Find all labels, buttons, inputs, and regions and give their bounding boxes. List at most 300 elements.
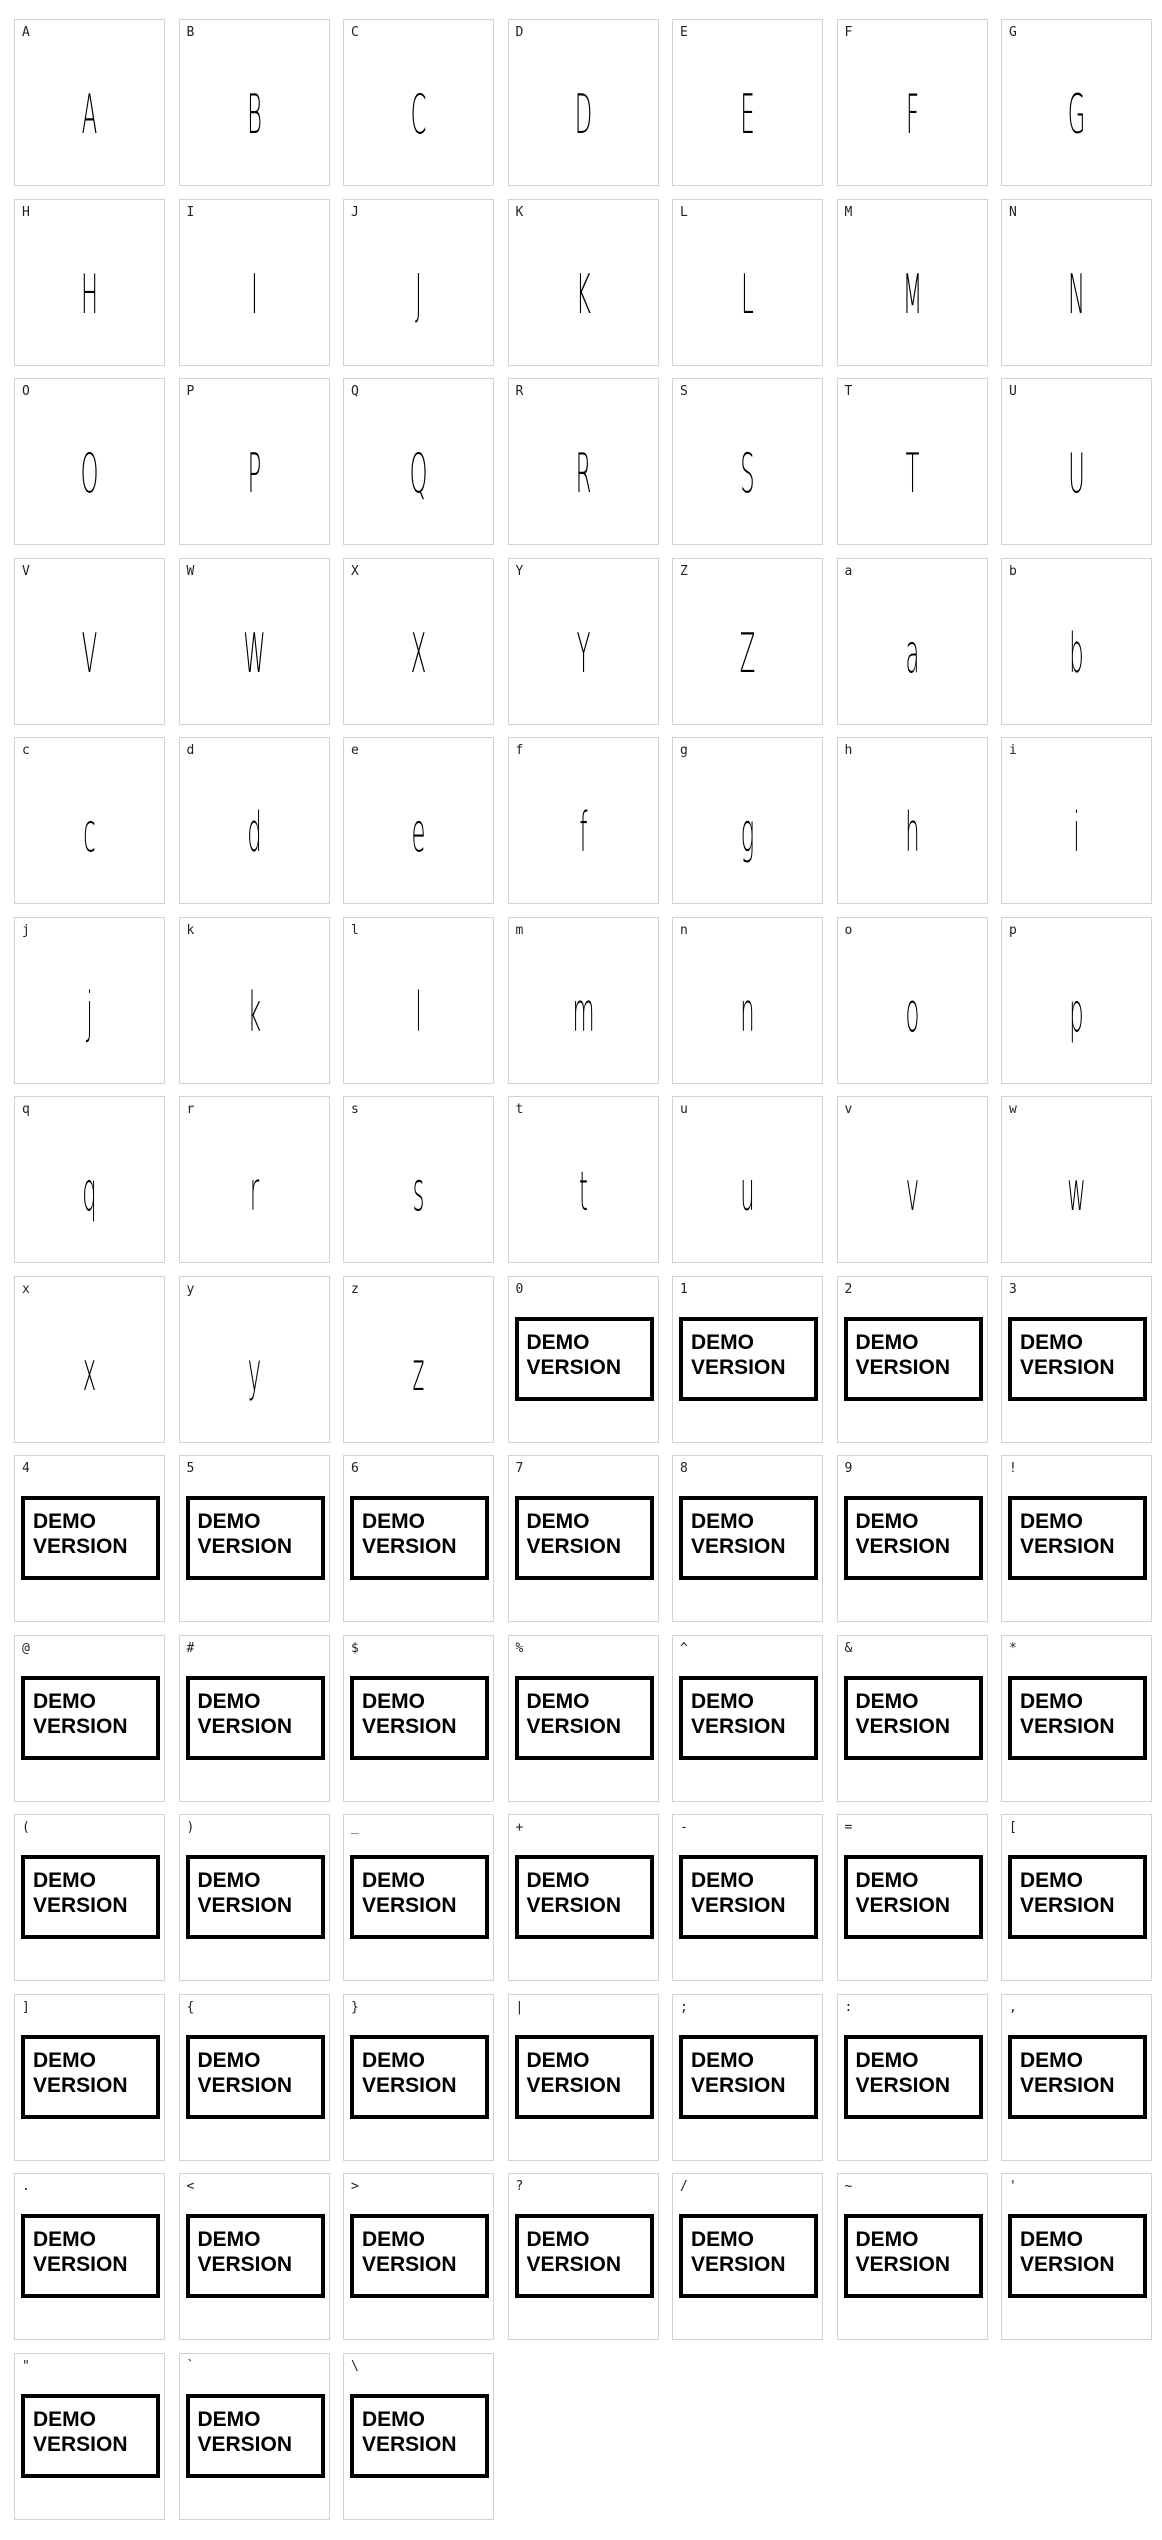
glyph-cell: [343, 1814, 494, 1981]
glyph-cell-label: g: [680, 743, 688, 758]
demo-version-badge: [1008, 1496, 1147, 1580]
glyph-preview: R: [575, 442, 591, 505]
glyph-cell-label: R: [515, 384, 524, 399]
glyph-cell: [343, 1455, 494, 1622]
demo-badge-line2: VERSION: [691, 2253, 786, 2276]
glyph-preview: P: [247, 442, 261, 505]
demo-version-badge: [844, 2214, 983, 2298]
demo-version-badge: [515, 1496, 654, 1580]
glyph-preview: l: [415, 980, 422, 1044]
demo-version-badge: [21, 1676, 160, 1760]
glyph-cell-label: ]: [22, 1999, 30, 2015]
glyph-cell: [508, 2173, 659, 2340]
glyph-cell: [837, 1994, 988, 2161]
glyph-cell: [14, 1994, 165, 2161]
glyph-cell: [672, 1455, 823, 1622]
demo-version-badge: [350, 1855, 489, 1939]
glyph-cell-label: s: [351, 1102, 359, 1117]
glyph-cell-label: y: [186, 1281, 195, 1297]
glyph-cell: [837, 737, 988, 904]
glyph-cell-label: {: [186, 1999, 195, 2015]
glyph-cell: [14, 378, 165, 545]
glyph-cell-label: (: [22, 1820, 30, 1835]
glyph-preview: a: [905, 621, 919, 685]
glyph-cell-label: z: [351, 1281, 359, 1297]
demo-version-badge: [1008, 2214, 1147, 2298]
glyph-grid: [14, 19, 1158, 2520]
glyph-cell: [1001, 1814, 1152, 1981]
glyph-cell-label: v: [844, 1102, 853, 1117]
demo-badge-line2: VERSION: [691, 2073, 786, 2097]
demo-badge-line2: VERSION: [855, 1714, 951, 1738]
glyph-cell: [672, 1276, 823, 1443]
glyph-preview: p: [1069, 980, 1084, 1044]
glyph-cell-label: 1: [680, 1281, 688, 1297]
demo-badge-line2: VERSION: [526, 1535, 622, 1558]
glyph-cell: [672, 1635, 823, 1802]
glyph-cell: [179, 1096, 330, 1263]
glyph-cell: [508, 1994, 659, 2161]
demo-badge-line2: VERSION: [855, 2253, 951, 2276]
glyph-cell: [1001, 19, 1152, 186]
demo-badge-line1: DEMO: [362, 1869, 425, 1892]
glyph-cell-label: ~: [844, 2179, 853, 2194]
glyph-cell: [508, 1814, 659, 1981]
glyph-cell-label: 3: [1009, 1281, 1017, 1297]
demo-badge-line1: DEMO: [197, 1689, 261, 1713]
glyph-cell-label: 5: [186, 1461, 195, 1476]
glyph-cell: [672, 1814, 823, 1981]
glyph-cell: [343, 737, 494, 904]
glyph-preview: L: [741, 262, 754, 326]
demo-badge-line1: DEMO: [33, 2048, 96, 2072]
demo-badge-line1: DEMO: [197, 2407, 261, 2431]
demo-badge-line2: VERSION: [1020, 1355, 1115, 1379]
glyph-cell: [837, 1276, 988, 1443]
demo-badge-line1: DEMO: [1020, 1689, 1083, 1713]
demo-badge-line2: VERSION: [526, 2253, 622, 2276]
glyph-cell-label: ;: [680, 1999, 688, 2015]
demo-badge-line2: VERSION: [855, 1355, 951, 1379]
glyph-cell-label: t: [515, 1102, 524, 1117]
glyph-preview: b: [1069, 621, 1084, 685]
glyph-cell-label: \: [351, 2358, 359, 2374]
glyph-preview: M: [902, 262, 922, 326]
glyph-preview: Z: [739, 621, 756, 685]
demo-version-badge: [1008, 1676, 1147, 1760]
glyph-cell: [179, 378, 330, 545]
glyph-preview: c: [83, 801, 96, 864]
glyph-cell: [837, 917, 988, 1084]
glyph-cell: [179, 737, 330, 904]
demo-badge-line1: DEMO: [197, 1510, 261, 1533]
demo-badge-line2: VERSION: [362, 2073, 457, 2097]
demo-version-badge: [679, 2035, 818, 2119]
glyph-preview: u: [740, 1160, 755, 1223]
glyph-cell-label: k: [186, 922, 195, 938]
glyph-cell: [343, 199, 494, 366]
glyph-cell-label: 8: [680, 1461, 688, 1476]
glyph-cell-label: l: [351, 922, 359, 938]
glyph-cell-label: >: [351, 2179, 359, 2194]
glyph-cell: [837, 1814, 988, 1981]
demo-badge-line1: DEMO: [691, 1689, 754, 1713]
glyph-cell-label: <: [186, 2179, 195, 2194]
demo-badge-line1: DEMO: [526, 1689, 590, 1713]
demo-badge-line2: VERSION: [197, 1894, 293, 1917]
glyph-cell-label: :: [844, 1999, 853, 2015]
glyph-cell: [343, 1276, 494, 1443]
glyph-cell: [14, 199, 165, 366]
glyph-preview: X: [410, 621, 427, 685]
demo-version-badge: [1008, 2035, 1147, 2119]
glyph-cell: [672, 737, 823, 904]
demo-version-badge: [844, 1317, 983, 1401]
glyph-cell-label: 0: [515, 1281, 524, 1297]
demo-badge-line1: DEMO: [33, 2228, 96, 2251]
glyph-cell: [179, 1814, 330, 1981]
glyph-preview: K: [575, 262, 591, 326]
glyph-cell: [1001, 1455, 1152, 1622]
glyph-preview: I: [250, 262, 258, 326]
glyph-cell-label: h: [844, 743, 853, 758]
glyph-preview: g: [740, 801, 755, 864]
glyph-cell-label: ?: [515, 2179, 524, 2194]
glyph-cell: [179, 1994, 330, 2161]
glyph-cell-label: f: [515, 743, 524, 758]
glyph-cell: [672, 199, 823, 366]
glyph-preview: f: [579, 801, 587, 864]
glyph-preview: y: [247, 1339, 261, 1403]
glyph-cell-label: 4: [22, 1461, 30, 1476]
glyph-cell-label: &: [844, 1640, 853, 1656]
glyph-cell-label: r: [186, 1102, 195, 1117]
demo-badge-line1: DEMO: [526, 2048, 590, 2072]
glyph-preview: e: [411, 801, 426, 864]
glyph-cell: [508, 737, 659, 904]
glyph-cell-label: Y: [515, 563, 524, 579]
glyph-cell: [1001, 378, 1152, 545]
demo-badge-line1: DEMO: [1020, 2048, 1083, 2072]
demo-version-badge: [350, 2394, 489, 2478]
glyph-cell: [1001, 1994, 1152, 2161]
demo-version-badge: [186, 2394, 325, 2478]
demo-version-badge: [1008, 1317, 1147, 1401]
demo-version-badge: [515, 1855, 654, 1939]
glyph-cell-label: [: [1009, 1820, 1017, 1835]
glyph-cell-label: ": [22, 2358, 30, 2374]
glyph-cell-label: ): [186, 1820, 195, 1835]
glyph-cell-label: j: [22, 922, 30, 938]
glyph-cell-label: `: [186, 2358, 195, 2374]
demo-badge-line1: DEMO: [362, 1510, 425, 1533]
glyph-cell-label: ^: [680, 1640, 688, 1656]
glyph-cell: [179, 1635, 330, 1802]
glyph-cell: [508, 378, 659, 545]
glyph-cell: [179, 1455, 330, 1622]
glyph-cell: [1001, 737, 1152, 904]
glyph-cell: [14, 19, 165, 186]
demo-badge-line2: VERSION: [33, 2073, 128, 2097]
demo-version-badge: [350, 2035, 489, 2119]
glyph-preview: z: [412, 1339, 425, 1403]
demo-version-badge: [21, 1855, 160, 1939]
glyph-cell: [672, 1994, 823, 2161]
glyph-cell-label: @: [22, 1640, 30, 1656]
glyph-cell: [672, 2173, 823, 2340]
glyph-cell-label: q: [22, 1102, 30, 1117]
demo-badge-line1: DEMO: [362, 2228, 425, 2251]
glyph-cell-label: %: [515, 1640, 524, 1656]
glyph-cell: [343, 1635, 494, 1802]
glyph-cell-label: S: [680, 384, 688, 399]
demo-badge-line1: DEMO: [33, 2407, 96, 2431]
glyph-cell-label: c: [22, 743, 30, 758]
demo-version-badge: [679, 2214, 818, 2298]
demo-badge-line1: DEMO: [855, 2048, 919, 2072]
glyph-preview: E: [740, 83, 755, 146]
glyph-preview: T: [905, 442, 919, 505]
glyph-cell-label: m: [515, 922, 524, 938]
glyph-cell: [837, 19, 988, 186]
demo-badge-line1: DEMO: [526, 2228, 590, 2251]
glyph-cell: [1001, 917, 1152, 1084]
glyph-cell: [508, 199, 659, 366]
glyph-cell: [343, 378, 494, 545]
glyph-preview: i: [1073, 801, 1080, 864]
glyph-preview: C: [410, 83, 427, 146]
glyph-preview: U: [1068, 442, 1085, 505]
demo-version-badge: [186, 2214, 325, 2298]
demo-badge-line2: VERSION: [691, 1894, 786, 1917]
glyph-cell-label: u: [680, 1102, 688, 1117]
demo-badge-line1: DEMO: [1020, 1869, 1083, 1892]
demo-badge-line1: DEMO: [526, 1330, 590, 1354]
glyph-preview: q: [82, 1160, 97, 1223]
glyph-cell-label: J: [351, 204, 359, 220]
demo-badge-line2: VERSION: [197, 1535, 293, 1558]
glyph-cell: [837, 1455, 988, 1622]
glyph-cell-label: =: [844, 1820, 853, 1835]
demo-version-badge: [515, 2035, 654, 2119]
demo-badge-line1: DEMO: [691, 1330, 754, 1354]
glyph-preview: v: [905, 1160, 919, 1223]
demo-version-badge: [21, 2214, 160, 2298]
demo-badge-line1: DEMO: [526, 1510, 590, 1533]
demo-version-badge: [186, 1855, 325, 1939]
glyph-cell: [508, 1096, 659, 1263]
demo-version-badge: [350, 1496, 489, 1580]
demo-version-badge: [21, 1496, 160, 1580]
demo-badge-line2: VERSION: [362, 2432, 457, 2456]
demo-badge-line2: VERSION: [691, 1355, 786, 1379]
glyph-cell-label: K: [515, 204, 524, 220]
glyph-preview: V: [81, 621, 98, 685]
glyph-preview: H: [80, 262, 99, 326]
glyph-preview: S: [740, 442, 755, 505]
glyph-cell: [14, 917, 165, 1084]
glyph-preview: Q: [409, 442, 428, 505]
glyph-cell: [508, 1635, 659, 1802]
glyph-cell-label: !: [1009, 1461, 1017, 1476]
demo-badge-line1: DEMO: [33, 1510, 96, 1533]
demo-version-badge: [186, 1496, 325, 1580]
demo-version-badge: [844, 2035, 983, 2119]
glyph-cell: [14, 1455, 165, 1622]
glyph-cell-label: }: [351, 1999, 359, 2015]
demo-version-badge: [515, 1676, 654, 1760]
demo-badge-line1: DEMO: [691, 2048, 754, 2072]
glyph-cell: [1001, 1096, 1152, 1263]
glyph-cell-label: ,: [1009, 1999, 1017, 2015]
glyph-cell-label: #: [186, 1640, 195, 1656]
demo-badge-line2: VERSION: [197, 2073, 293, 2097]
glyph-cell: [508, 1455, 659, 1622]
glyph-cell: [179, 917, 330, 1084]
glyph-cell: [343, 1994, 494, 2161]
glyph-preview: F: [905, 83, 919, 146]
glyph-preview: d: [246, 801, 262, 864]
glyph-cell-label: d: [186, 743, 195, 758]
demo-badge-line1: DEMO: [33, 1689, 96, 1713]
glyph-cell-label: w: [1009, 1102, 1017, 1117]
demo-badge-line2: VERSION: [526, 1714, 622, 1738]
glyph-cell: [508, 1276, 659, 1443]
demo-version-badge: [679, 1317, 818, 1401]
glyph-cell: [343, 558, 494, 725]
glyph-cell-label: V: [22, 563, 30, 579]
glyph-preview: h: [904, 801, 920, 864]
glyph-cell: [837, 2173, 988, 2340]
glyph-cell: [14, 1096, 165, 1263]
glyph-preview: Y: [576, 621, 590, 685]
demo-version-badge: [844, 1676, 983, 1760]
glyph-cell-label: H: [22, 204, 30, 220]
glyph-cell-label: Q: [351, 384, 359, 399]
glyph-cell-label: _: [351, 1820, 359, 1835]
glyph-preview: t: [578, 1160, 588, 1223]
glyph-cell: [14, 558, 165, 725]
demo-version-badge: [1008, 1855, 1147, 1939]
glyph-cell: [672, 19, 823, 186]
glyph-cell-label: 6: [351, 1461, 359, 1476]
glyph-preview: O: [80, 442, 99, 505]
demo-badge-line1: DEMO: [855, 1330, 919, 1354]
glyph-preview: J: [415, 262, 422, 326]
demo-badge-line2: VERSION: [1020, 1714, 1115, 1738]
demo-badge-line1: DEMO: [197, 1869, 261, 1892]
glyph-cell-label: ': [1009, 2179, 1017, 2194]
demo-badge-line2: VERSION: [33, 2432, 128, 2456]
glyph-cell: [343, 1096, 494, 1263]
glyph-cell: [343, 2173, 494, 2340]
glyph-preview: s: [412, 1160, 425, 1223]
glyph-cell-label: |: [515, 1999, 524, 2015]
demo-badge-line1: DEMO: [362, 2407, 425, 2431]
demo-version-badge: [679, 1855, 818, 1939]
demo-badge-line2: VERSION: [33, 1535, 128, 1558]
demo-badge-line2: VERSION: [1020, 2073, 1115, 2097]
demo-badge-line2: VERSION: [197, 2253, 293, 2276]
glyph-cell-label: T: [844, 384, 853, 399]
demo-badge-line2: VERSION: [362, 1894, 457, 1917]
demo-version-badge: [515, 1317, 654, 1401]
glyph-cell-label: i: [1009, 743, 1017, 758]
demo-badge-line2: VERSION: [197, 2432, 293, 2456]
demo-badge-line2: VERSION: [855, 2073, 951, 2097]
glyph-cell: [672, 917, 823, 1084]
glyph-cell: [14, 2353, 165, 2520]
glyph-preview: r: [249, 1160, 259, 1223]
demo-badge-line1: DEMO: [1020, 2228, 1083, 2251]
demo-badge-line1: DEMO: [691, 1869, 754, 1892]
glyph-cell-label: 7: [515, 1461, 524, 1476]
glyph-cell: [179, 2353, 330, 2520]
demo-badge-line2: VERSION: [362, 2253, 457, 2276]
glyph-preview: W: [242, 621, 266, 685]
demo-badge-line1: DEMO: [691, 2228, 754, 2251]
demo-badge-line2: VERSION: [1020, 2253, 1115, 2276]
glyph-cell-label: B: [186, 25, 195, 40]
glyph-cell: [672, 378, 823, 545]
glyph-cell: [1001, 1276, 1152, 1443]
glyph-cell-label: /: [680, 2179, 688, 2194]
glyph-cell: [1001, 1635, 1152, 1802]
glyph-cell-label: x: [22, 1281, 30, 1297]
glyph-cell-label: F: [844, 25, 853, 40]
glyph-preview: G: [1067, 83, 1086, 146]
glyph-cell: [837, 1635, 988, 1802]
demo-badge-line2: VERSION: [855, 1894, 951, 1917]
glyph-cell: [672, 558, 823, 725]
glyph-cell: [837, 199, 988, 366]
glyph-cell-label: *: [1009, 1640, 1017, 1656]
demo-badge-line2: VERSION: [197, 1714, 293, 1738]
demo-version-badge: [844, 1855, 983, 1939]
glyph-cell-label: C: [351, 25, 359, 40]
glyph-preview: o: [905, 980, 919, 1044]
glyph-cell: [1001, 558, 1152, 725]
glyph-preview: B: [246, 83, 262, 146]
glyph-cell: [837, 558, 988, 725]
glyph-cell: [672, 1096, 823, 1263]
demo-badge-line2: VERSION: [1020, 1894, 1115, 1917]
glyph-cell-label: I: [186, 204, 195, 220]
demo-version-badge: [21, 2394, 160, 2478]
demo-badge-line2: VERSION: [691, 1714, 786, 1738]
glyph-cell-label: b: [1009, 563, 1017, 579]
glyph-cell-label: A: [22, 25, 30, 40]
glyph-cell: [508, 558, 659, 725]
glyph-cell: [1001, 199, 1152, 366]
glyph-cell-label: M: [844, 204, 853, 220]
glyph-cell: [179, 199, 330, 366]
glyph-preview: k: [247, 980, 261, 1044]
glyph-cell-label: N: [1009, 204, 1017, 220]
demo-badge-line2: VERSION: [33, 1714, 128, 1738]
demo-version-badge: [679, 1496, 818, 1580]
glyph-cell-label: n: [680, 922, 688, 938]
demo-badge-line1: DEMO: [197, 2048, 261, 2072]
glyph-preview: A: [81, 83, 98, 146]
glyph-cell: [837, 378, 988, 545]
demo-badge-line2: VERSION: [33, 1894, 128, 1917]
glyph-cell: [508, 917, 659, 1084]
demo-badge-line2: VERSION: [362, 1535, 457, 1558]
demo-badge-line2: VERSION: [855, 1535, 951, 1558]
glyph-preview: j: [86, 980, 93, 1044]
glyph-cell-label: L: [680, 204, 688, 220]
